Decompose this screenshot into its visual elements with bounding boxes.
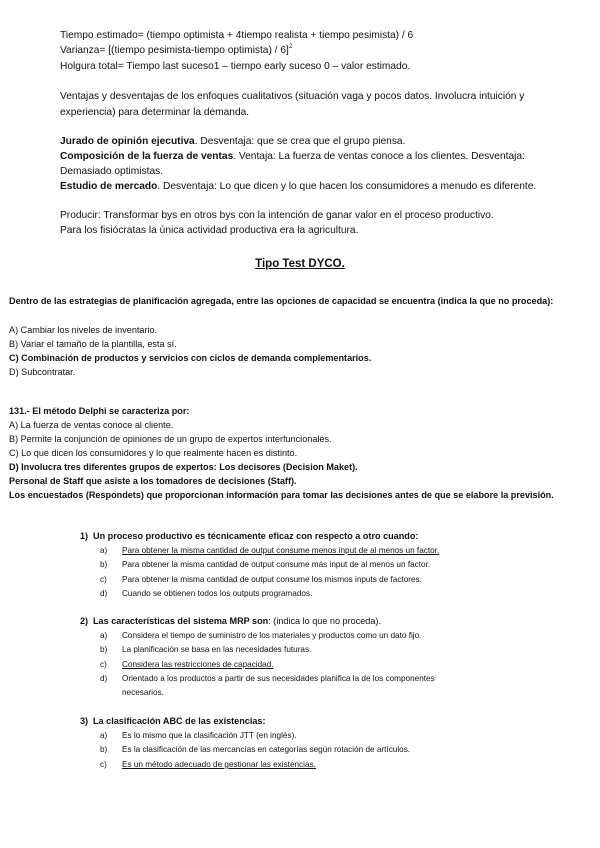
option-131-d: D) Involucra tres diferentes grupos de expertos: Los decisores (Decision Maket). — [9, 462, 358, 472]
option-2-a: a) Considera el tiempo de suministro de los materiales y productos como un dato fijo. — [100, 631, 422, 640]
jurado-line: Jurado de opinión ejecutiva. Desventaja: que se crea que el grupo piensa. — [60, 136, 406, 147]
option-131-c: C) Lo que dicen los consumidores y lo que realmente hacen es distinto. — [9, 448, 298, 458]
question-2: 2) Las características del sistema MRP son: (indica lo que no proceda). — [80, 616, 381, 626]
option-2-d-continuation: necesarios. — [122, 688, 164, 697]
composicion-line2: Demasiado optimistas. — [60, 166, 164, 177]
option-1-b: b) Para obtener la misma cantidad de output consume más input de al menos un factor. — [100, 560, 431, 569]
option-planificacion-a: A) Cambiar los niveles de inventario. — [9, 325, 158, 335]
question-3: 3) La clasificación ABC de las existencias: — [80, 716, 266, 726]
option-131-staff: Personal de Staff que asiste a los tomadores de decisiones (Staff). — [9, 476, 297, 486]
estudio-line: Estudio de mercado. Desventaja: Lo que dicen y lo que hacen los consumidores a menudo es diferente. — [60, 181, 537, 192]
option-131-a: A) La fuerza de ventas conoce al cliente. — [9, 420, 174, 430]
producir-line1: Producir: Transformar bys en otros bys con la intención de ganar valor en el proceso productivo. — [60, 210, 494, 221]
option-planificacion-c: C) Combinación de productos y servicios con ciclos de demanda complementarios. — [9, 353, 372, 363]
question-1: 1) Un proceso productivo es técnicamente eficaz con respecto a otro cuando: — [80, 531, 419, 541]
option-1-d: d) Cuando se obtienen todos los outputs programados. — [100, 589, 313, 598]
composicion-line: Composición de la fuerza de ventas. Ventaja: La fuerza de ventas conoce a los clientes. Desventaja: — [60, 151, 525, 162]
option-3-a: a) Es lo mismo que la clasificación JTT (en inglés). — [100, 731, 297, 740]
option-planificacion-b: B) Variar el tamaño de la plantilla, esta sí. — [9, 339, 177, 349]
producir-line2: Para los fisiócratas la única actividad productiva era la agricultura. — [60, 225, 359, 236]
question-131: 131.- El método Delphi se caracteriza por: — [9, 406, 190, 416]
option-2-c: c) Considera las restricciones de capacidad. — [100, 660, 274, 669]
question-planificacion: Dentro de las estrategias de planificación agregada, entre las opciones de capacidad se encuentra (indica la que no proceda): — [9, 296, 554, 306]
formula-tiempo-estimado: Tiempo estimado= (tiempo optimista + 4tiempo realista + tiempo pesimista) / 6 — [60, 30, 414, 41]
option-131-b: B) Permite la conjunción de opiniones de un grupo de expertos interfuncionales. — [9, 434, 332, 444]
option-131-respondets: Los encuestados (Respondets) que proporcionan información para tomar las decisiones antes de que se elabore la previsión. — [9, 490, 554, 500]
paragraph-ventajas-line1: Ventajas y desventajas de los enfoques cualitativos (situación vaga y pocos datos. Involucra intuición y — [60, 91, 525, 102]
option-3-b: b) Es la clasificación de las mercancías en categorías según rotación de artículos. — [100, 745, 411, 754]
formula-holgura: Holgura total= Tiempo last suceso1 – tiempo early suceso 0 – valor estimado. — [60, 61, 411, 72]
option-2-d: d) Orientado a los productos a partir de sus necesidades planifica la de los componentes — [100, 674, 435, 683]
option-3-c: c) Es un método adecuado de gestionar las existencias. — [100, 760, 316, 769]
option-planificacion-d: D) Subcontratar. — [9, 367, 76, 377]
test-title: Tipo Test DYCO. — [255, 258, 345, 270]
option-2-b: b) La planificación se basa en las necesidades futuras. — [100, 645, 312, 654]
paragraph-ventajas-line2: experiencia) para determinar la demanda. — [60, 107, 250, 118]
formula-varianza: Varianza= [(tiempo pesimista-tiempo optimista) / 6]$^2$ — [60, 44, 293, 56]
option-1-c: c) Para obtener la misma cantidad de output consume los mismos inputs de factores. — [100, 575, 422, 584]
option-1-a: a) Para obtener la misma cantidad de output consume menos input de al menos un factor. — [100, 546, 440, 555]
